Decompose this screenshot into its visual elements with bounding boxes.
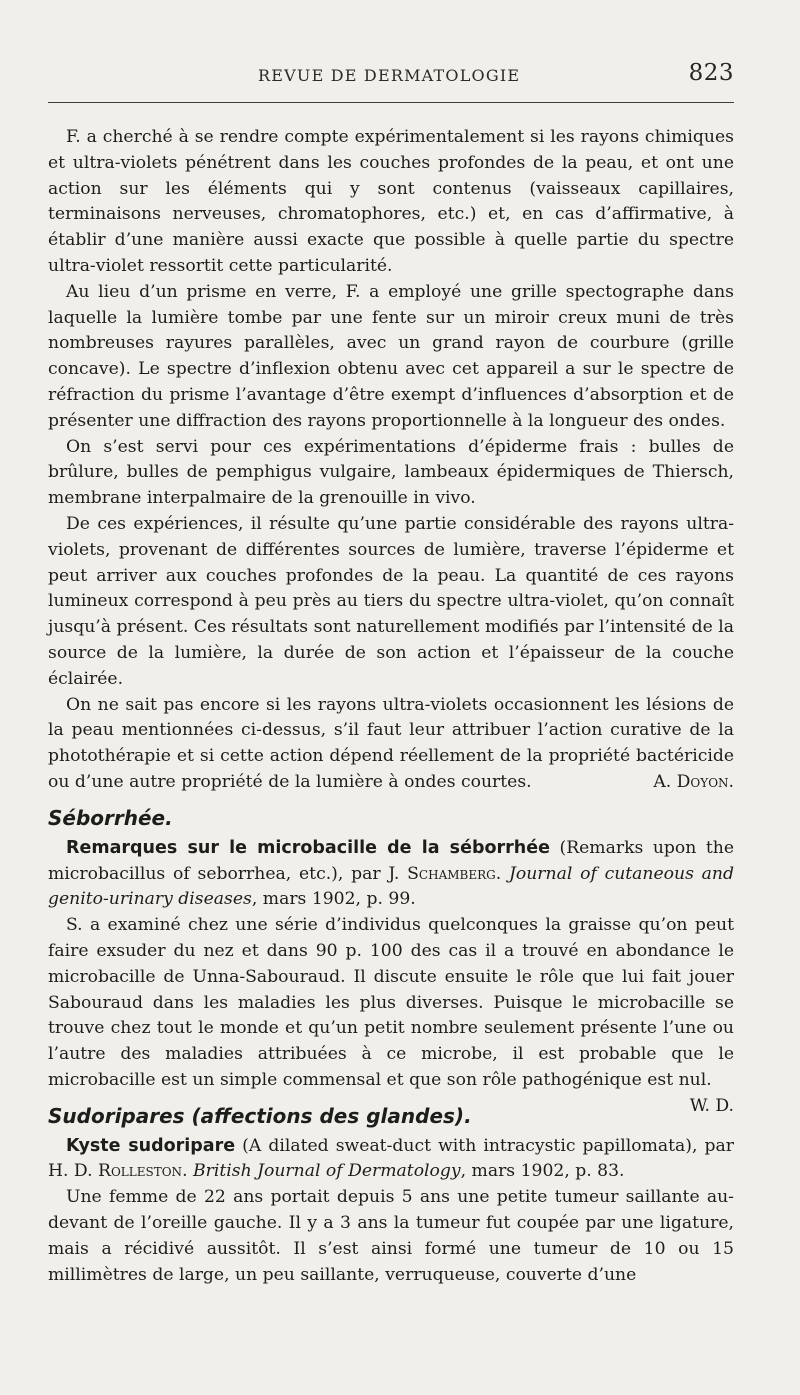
page-number: 823 <box>688 60 734 86</box>
author-signature: W. D. <box>689 1095 734 1116</box>
section-title: Sudoripares (affections des glandes). <box>48 1103 472 1128</box>
citation-author: Schamberg <box>407 863 496 884</box>
citation-text: (A dilated sweat-duct with intracystic papillomata), par H. D. <box>48 1135 735 1182</box>
paragraph-text: On ne sait pas encore si les rayons ultra-violets occasionnent les lésions de la peau mentionnées ci-dessus, s’il faut leur attribuer l’action curative de la photothérapie et si cette action dépend réellement de la propriété bactéricide ou d’une autre propriété de la lumière à ondes courtes. <box>48 694 734 792</box>
paragraph: On s’est servi pour ces expérimentations d’épiderme frais : bulles de brûlure, bulles de pemphigus vulgaire, lambeaux épidermiques de Thiersch, membrane interpalmaire de la grenouille in vivo. <box>48 436 734 509</box>
citation-text: . <box>182 1161 193 1182</box>
entry-heading: Remarques sur le microbacille de la séborrhée <box>66 837 550 858</box>
paragraph <box>48 693 734 796</box>
citation-text: . <box>495 863 509 884</box>
citation-journal: British Journal of Dermatology <box>193 1161 461 1182</box>
citation-text: , mars 1902, p. 99. <box>251 889 416 910</box>
entry-heading: Kyste sudoripare <box>66 1135 236 1156</box>
citation-author: Rolleston <box>98 1161 183 1182</box>
section-title: Séborrhée. <box>48 805 173 830</box>
citation-text: (Remarks upon the microbacillus of seborrhea, etc.), par J. <box>48 837 734 884</box>
paragraph: Au lieu d’un prisme en verre, F. a employé une grille spectographe dans laquelle la lumière tombe par une fente sur un miroir creux muni de très nombreuses rayures parallèles, avec un grand rayon de courbure (grille concave). Le spectre d’inflexion obtenu avec cet appareil a sur le spectre de réfraction du prisme l’avantage d’être exempt d’influences d’absorption et de présenter une diffraction des rayons proportionnelle à la longueur des ondes. <box>48 281 734 431</box>
citation-text: , mars 1902, p. 83. <box>460 1161 625 1182</box>
paragraph: F. a cherché à se rendre compte expérimentalement si les rayons chimiques et ultra-violets pénétrent dans les couches profondes de la peau, et ont une action sur les éléments qui y sont contenus (vaisseaux capillaires, terminaisons nerveuses, chromatophores, etc.) et, en cas d’affirmative, à établir d’une manière aussi exacte que possible à quelle partie du spectre ultra-violet ressortit cette particularité. <box>48 127 734 276</box>
page-header <box>48 60 734 94</box>
running-head: REVUE DE DERMATOLOGIE <box>258 66 521 85</box>
entry-citation <box>48 836 734 913</box>
citation-journal: Journal of cutaneous and genito-urinary diseases <box>48 863 735 910</box>
entry-citation <box>48 1134 734 1186</box>
paragraph: Une femme de 22 ans portait depuis 5 ans une petite tumeur saillante au-devant de l’oreille gauche. Il y a 3 ans la tumeur fut coupée par une ligature, mais a récidivé aussitôt. Il s’est ainsi formé une tumeur de 10 ou 15 millimètres de large, un peu saillante, verruqueuse, couverte d’une <box>48 1187 734 1285</box>
section-ultraviolet <box>48 125 734 796</box>
header-rule <box>48 102 734 103</box>
author-signature: A. Doyon. <box>653 771 734 792</box>
section-sudoripares <box>48 1104 734 1289</box>
paragraph: De ces expériences, il résulte qu’une partie considérable des rayons ultra-violets, provenant de différentes sources de lumière, traverse l’épiderme et peut arriver aux couches profondes de la peau. La quantité de ces rayons lumineux correspond à peu près au tiers du spectre ultra-violet, qu’on connaît jusqu’à présent. Ces résultats sont naturellement modifiés par l’intensité de la source de la lumière, la durée de son action et l’épaisseur de la couche éclairée. <box>48 513 734 689</box>
paragraph-text: S. a examiné chez une série d’individus quelconques la graisse qu’on peut faire exsuder du nez et dans 90 p. 100 des cas il a trouvé en abondance le microbacille de Unna-Sabouraud. Il discute ensuite le rôle que lui fait jouer Sabouraud dans les maladies les plus diverses. Puisque le microbacille se trouve chez tout le monde et qu’un petit nombre seulement présente l’une ou l’autre des maladies attribuées à ce microbe, il est probable que le microbacille est un simple commensal et que son rôle pathogénique est nul. <box>48 915 734 1090</box>
